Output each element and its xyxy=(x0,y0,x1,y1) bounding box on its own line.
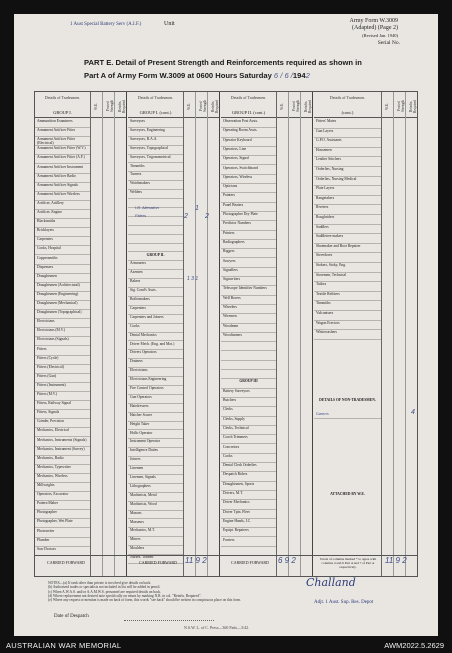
col-3-we xyxy=(277,92,289,576)
trade-row: Vulcanisers xyxy=(314,311,381,321)
col-1-posted xyxy=(103,92,115,576)
trade-row: Orderlies, Nursing xyxy=(314,167,381,177)
form-number: Army Form W.3009 xyxy=(349,18,398,24)
trade-row: Fitters xyxy=(35,347,90,356)
col-2-posted xyxy=(196,92,208,576)
trade-row: Roughriders xyxy=(314,215,381,225)
non-tradesmen-heading: DETAILS OF NON-TRADESMEN. xyxy=(319,398,376,402)
trade-row: Armament Artificer Fitter (Electrical) xyxy=(35,137,90,146)
trade-row: Opticians xyxy=(221,184,276,193)
trade-row: Masseurs xyxy=(128,520,183,529)
serial-label: Serial No. xyxy=(377,40,400,46)
trade-row: Bricklayers xyxy=(35,228,90,237)
trade-row: Textile Refitters xyxy=(314,292,381,302)
trade-row: Plate Layers xyxy=(314,186,381,196)
trade-row: Height Taker xyxy=(128,422,183,431)
trade-row: Ammunition Examiners xyxy=(35,119,90,128)
strength-table xyxy=(34,91,418,577)
col-4-we xyxy=(382,92,394,576)
col-3-reinf-head: Reinfts. Required xyxy=(304,99,312,113)
trade-row: Operators, Signal xyxy=(221,156,276,165)
trade-row: Signallers xyxy=(221,268,276,277)
trade-row: Operator Keyboard xyxy=(221,138,276,147)
form-title xyxy=(84,56,404,82)
note-line: NOTES—(a) If rank other than private is involved give details on back. xyxy=(48,581,152,585)
col-3-trades xyxy=(221,92,277,576)
unit-stamp: 1 Aust Special Battery Serv (A.I.F.) xyxy=(70,22,142,27)
trade-row: Wiremen xyxy=(221,314,276,323)
col-2-trades xyxy=(128,92,184,576)
trade-row: Linemen, Signals xyxy=(128,475,183,484)
col-1-trades-head: Details of Tradesmen. xyxy=(44,95,81,100)
col-2-reinf xyxy=(208,92,220,576)
carried-label-1: CARRIED FORWARD xyxy=(47,560,85,565)
trade-row: Turners xyxy=(128,172,183,181)
col-4-trades-head: Details of Tradesmen. xyxy=(329,95,366,100)
trade-row: Fire Control Operators xyxy=(128,386,183,395)
hw-artificer-artillery: 1 xyxy=(195,205,199,212)
trade-row xyxy=(128,226,183,235)
group-heading: GROUP III xyxy=(221,379,276,388)
trade-row: Welders xyxy=(128,190,183,199)
trade-row: Armament Artificer Instrument xyxy=(35,165,90,174)
trade-row: Saddletree makers xyxy=(314,234,381,244)
trade-row: Engine Hands, I.C. xyxy=(221,519,276,528)
trade-row: Coppersmiths xyxy=(35,256,90,265)
trade-row: Driver Mech. (Eng. and Mot.) xyxy=(128,342,183,351)
trade-row: Coach Trimmers xyxy=(221,435,276,444)
trade-row: Orderlies, Nursing Medical xyxy=(314,177,381,187)
gunners-value: 4 xyxy=(411,409,415,416)
col-1-group: GROUP I. xyxy=(53,110,72,115)
hw-artificer-engine-we: 2 xyxy=(184,213,188,220)
trade-row: Concretors xyxy=(221,445,276,454)
trade-row: Electricians xyxy=(128,368,183,377)
trade-row: Photowriter xyxy=(35,529,90,538)
col-1-header xyxy=(35,92,90,118)
trade-row: Armament Artificer Fitter xyxy=(35,128,90,137)
carried-col-4-value: 11 9 2 xyxy=(385,556,407,565)
trade-row: Farriers xyxy=(221,538,276,547)
col-1-reinf-head: Reinfts. Required xyxy=(118,99,126,113)
carried-col-2-value: 11 9 2 xyxy=(185,556,207,565)
trade-row: Storemen, Technical xyxy=(314,273,381,283)
trade-row: Gun Layers xyxy=(314,129,381,139)
trade-row xyxy=(128,235,183,244)
trade-row: Linemen xyxy=(128,466,183,475)
trade-row: Electricians (M.V.) xyxy=(35,328,90,337)
trade-row: Surveyors, Engineering xyxy=(128,128,183,137)
trade-row: Draughtsmen (Architectural) xyxy=(35,283,90,292)
trade-row: Fitters, Signals xyxy=(35,410,90,419)
trade-row: Butchers xyxy=(221,398,276,407)
trade-row: Miners xyxy=(128,537,183,546)
trade-row: Fitters (M.V.) xyxy=(35,392,90,401)
carried-forward-row xyxy=(35,555,417,569)
trade-row: Armament Artificer Fitter (W.V.) xyxy=(35,146,90,155)
trade-row: Dental Clerk Orderlies xyxy=(221,463,276,472)
trade-row: Mechanics, Instrument (Survey) xyxy=(35,447,90,456)
signature: Challand xyxy=(306,576,356,589)
trade-row: Lithographers xyxy=(128,484,183,493)
note-line: (e) Where any request or mention is made on back of form, this words "see back" should be written in conspicuous place on this form. xyxy=(48,598,242,603)
col-3-posted xyxy=(289,92,301,576)
trade-row: Housemen xyxy=(314,148,381,158)
trade-row: Draughtsmen (Engineering) xyxy=(35,292,90,301)
trade-row: Stokers, Stoky, Eng. xyxy=(314,263,381,273)
trade-row: Saddlers xyxy=(314,225,381,235)
title-line-2 xyxy=(84,69,404,82)
note-line: (c) When A.W.A.S. and/or A.A.M.W.S. personnel are required details on back. xyxy=(48,589,162,594)
col-1-we xyxy=(91,92,103,576)
title-line-2-text: Part A of Army Form W.3009 at 0600 Hours Saturday xyxy=(84,71,272,80)
trade-row: Intelligence Duties xyxy=(128,448,183,457)
trade-row: Fitters (Gun) xyxy=(35,374,90,383)
col-3-we-head: W.E. xyxy=(280,102,284,110)
title-line-1: PART E. Detail of Present Strength and Reinforcements required as shown in xyxy=(84,58,362,67)
trade-row: Mechanics, Electrical xyxy=(35,428,90,437)
trade-row: Dental Mechanics xyxy=(128,333,183,342)
trade-row: Shoemaker and Boot Repairer xyxy=(314,244,381,254)
trade-row: Draughtsmen xyxy=(35,274,90,283)
trade-row: Tinsmiths xyxy=(128,164,183,173)
col-3-posted-head: Posted Strength xyxy=(292,99,300,113)
col-4-reinf xyxy=(406,92,418,576)
trade-row: Despatch Riders xyxy=(221,472,276,481)
carried-col-3-value: 6 9 2 xyxy=(278,556,296,565)
trade-row xyxy=(221,361,276,370)
trade-row: Clerks, Supply xyxy=(221,417,276,426)
trade-row: Pattern Maker xyxy=(35,501,90,510)
trade-row: Armourers xyxy=(128,261,183,270)
trade-row: Fitters (Instrument) xyxy=(35,383,90,392)
trade-row: Armament Artificer Fitter (A.F.) xyxy=(35,155,90,164)
trade-row: Photographer Dry Plate xyxy=(221,212,276,221)
hw-artificer-engine-posted: 2 xyxy=(205,213,209,220)
trade-row: Artificer, Engine xyxy=(35,210,90,219)
trade-row: Mechanics, Instruments (Signals) xyxy=(35,438,90,447)
trade-row: Photographer, Wet Plate xyxy=(35,519,90,528)
trade-row xyxy=(221,352,276,361)
trade-row: Leather Stitchers xyxy=(314,157,381,167)
trade-row: Operating Room Assts. xyxy=(221,128,276,137)
trade-row: Woodmen xyxy=(221,324,276,333)
trade-row: Sawyers xyxy=(221,259,276,268)
trade-row: Instrument Operator xyxy=(128,439,183,448)
trade-row: Radiographers xyxy=(221,240,276,249)
trade-row: Drivers Operators xyxy=(128,350,183,359)
trade-row: Painters xyxy=(221,193,276,202)
trade-row: Axemen xyxy=(128,270,183,279)
trade-row xyxy=(221,342,276,351)
trade-row: Riggers xyxy=(221,249,276,258)
trade-row: Draughtsmen (Topographical) xyxy=(35,310,90,319)
col-4-posted-head: Posted Strength xyxy=(397,99,405,113)
hw-note-1: I.B. Alteration xyxy=(135,205,159,210)
trade-row: Signwriters xyxy=(221,277,276,286)
trade-row: Joiners xyxy=(128,457,183,466)
hw-note-2: Fitters xyxy=(135,213,147,218)
trade-row: Draughtsmen (Mechanical) xyxy=(35,301,90,310)
trade-row: Mechanics, Radio xyxy=(35,456,90,465)
trade-row: Operators, Line xyxy=(221,147,276,156)
col-2-reinf-head: Reinfts. Required xyxy=(211,99,219,113)
trade-row: Operators, Excavator xyxy=(35,492,90,501)
trade-row: Hollo Operator xyxy=(128,431,183,440)
trade-row: Cooks xyxy=(221,454,276,463)
col-1-reinf xyxy=(115,92,127,576)
trade-row: Predictor Numbers xyxy=(221,221,276,230)
trade-row xyxy=(221,370,276,379)
trade-row: Surveyors, Trigonometrical xyxy=(128,155,183,164)
col-1-we-head: W.E. xyxy=(94,102,98,110)
trade-row: Mechanics, M.T. xyxy=(128,528,183,537)
group-heading: GROUP II. xyxy=(128,253,183,262)
trade-row: Mechanics, Wireless xyxy=(35,474,90,483)
trade-row: Nurses, Trained xyxy=(128,555,183,564)
trade-row: Whitewashers xyxy=(314,330,381,340)
trade-row: Watchmakers xyxy=(128,181,183,190)
trade-row: Machinists, Metal xyxy=(128,493,183,502)
col-2-group: GROUP I. (cont.) xyxy=(139,110,172,115)
hw-gun-ops: 1 3 1 xyxy=(187,276,199,282)
trade-row: Cooks, Hospital xyxy=(35,246,90,255)
trade-row: Fitters' Mates xyxy=(314,119,381,129)
trade-row: Dispensers xyxy=(35,265,90,274)
form-adapted: (Adapted) (Page 2) xyxy=(352,25,398,31)
note-line: (d) Where replacement not desired note specifically on return by marking N.R. in col. "Reinfts. Required". xyxy=(48,593,202,598)
col-2-trades-head: Details of Tradesmen. xyxy=(137,95,174,100)
note-line: (b) Authorized trades or specialists not included in list will be added in pencil. xyxy=(48,585,161,590)
trade-row: Operators, Wireless xyxy=(221,175,276,184)
totals-note: Totals of columns marked * to agree with columns 4 and 6 Part A and 7 of Part A respectively. xyxy=(319,557,377,569)
carried-label-3: CARRIED FORWARD xyxy=(231,560,269,565)
trade-row: Carpenters xyxy=(35,237,90,246)
trade-row: Armament Artificer Wireless xyxy=(35,192,90,201)
trade-row: Stevedores xyxy=(314,253,381,263)
non-tradesmen-gunners: Gunners xyxy=(314,412,381,419)
trade-row: Boilermakers xyxy=(128,297,183,306)
form-page xyxy=(14,14,438,636)
trade-row: Grinder, Precision xyxy=(35,419,90,428)
col-3-group: GROUP II. (cont.) xyxy=(231,110,266,115)
trade-row: Plumber xyxy=(35,538,90,547)
col-4-group: (cont.) xyxy=(341,110,354,115)
trade-row: Carpenters xyxy=(128,306,183,315)
col-4-reinf-head: Reinfts. Required xyxy=(409,99,417,113)
trade-row: Mechanics, Typewriter xyxy=(35,465,90,474)
trade-row: Electricians Engineering xyxy=(128,377,183,386)
trade-row xyxy=(128,217,183,226)
trade-row: Wheelers xyxy=(221,305,276,314)
trade-row: Drivers, M.T. xyxy=(221,491,276,500)
trade-row: Bakers xyxy=(128,279,183,288)
handwritten-date: 6 / 6 / xyxy=(273,71,293,80)
col-4-posted xyxy=(394,92,406,576)
handwritten-year: 2 xyxy=(305,71,310,80)
trade-row: Equipt. Repairers xyxy=(221,528,276,537)
trade-row: Well Borers xyxy=(221,296,276,305)
trade-row: Cooks xyxy=(128,324,183,333)
col-1-posted-head: Posted Strength xyxy=(106,99,114,113)
trade-row: Moulders xyxy=(128,546,183,555)
trade-row: Artificer, Artillery xyxy=(35,201,90,210)
trade-row: Clerks, Technical xyxy=(221,426,276,435)
trade-row: Gun Operators xyxy=(128,395,183,404)
col-4-header xyxy=(314,92,381,118)
trade-row: Fitters (Electrical) xyxy=(35,365,90,374)
col-2-posted-head: Posted Strength xyxy=(199,99,207,113)
trade-row: Photographer xyxy=(35,510,90,519)
trade-row: Tailors xyxy=(314,282,381,292)
trade-row: Sig. Cond's Assts. xyxy=(128,288,183,297)
trade-row: Surveyors xyxy=(128,119,183,128)
trade-row: Clerks xyxy=(221,407,276,416)
trade-row: Telescope Identifier Numbers xyxy=(221,286,276,295)
trade-row: Machinists, Wood xyxy=(128,502,183,511)
trade-row: Panel Beaters xyxy=(221,203,276,212)
credit-right: AWM2022.5.2629 xyxy=(384,641,444,650)
trade-row: Printers xyxy=(221,231,276,240)
trade-row: Surveyors, R.A.A. xyxy=(128,137,183,146)
unit-label: Unit xyxy=(164,21,175,27)
col-1-trades xyxy=(35,92,91,576)
trade-row: Driver Tptn. Fleet xyxy=(221,510,276,519)
trade-row: Tinsmiths xyxy=(314,301,381,311)
trade-row: Wagon Erectors xyxy=(314,321,381,331)
trade-row: Fitters, Railway Signal xyxy=(35,401,90,410)
trade-row: Fitters (Cycle) xyxy=(35,356,90,365)
col-4-we-head: W.E. xyxy=(385,102,389,110)
signature-stamp: Adjt. 1 Aust. Sup. Res. Depot xyxy=(314,600,374,605)
despatch-line xyxy=(124,620,214,621)
trade-row: Rangetakers xyxy=(314,196,381,206)
trade-row: Surveyors, Topographical xyxy=(128,146,183,155)
date-of-despatch-label: Date of Despatch xyxy=(54,614,89,619)
trade-row: Blacksmiths xyxy=(35,219,90,228)
trade-row: Driver Mechanics xyxy=(221,500,276,509)
trade-row: Draughtsmen, Sports xyxy=(221,482,276,491)
trade-row: Millwrights xyxy=(35,483,90,492)
col-3-header xyxy=(221,92,276,118)
trade-row: Electricians xyxy=(35,319,90,328)
trade-row: Masons xyxy=(128,511,183,520)
col-3-reinf xyxy=(301,92,313,576)
col-2-header xyxy=(128,92,183,118)
trade-row: Saw Doctors xyxy=(35,547,90,556)
trade-row: Carpenters and Joiners xyxy=(128,315,183,324)
trade-row: Woodturners xyxy=(221,333,276,342)
form-reference xyxy=(349,18,398,39)
col-3-trades-head: Details of Tradesmen. xyxy=(230,95,267,100)
trade-row xyxy=(128,244,183,253)
title-year: 194 xyxy=(292,71,306,80)
trade-row: G.P.O. Assistants xyxy=(314,138,381,148)
trade-row: Drainers xyxy=(128,359,183,368)
trade-row: Armament Artificer Radio xyxy=(35,174,90,183)
printer-imprint: N.S.W. L. of C. Press—360 Pads—3/42. xyxy=(184,625,250,630)
credit-left: AUSTRALIAN WAR MEMORIAL xyxy=(6,641,122,650)
trade-row: Hatcher Scarer xyxy=(128,413,183,422)
trade-row: Electricians (Signals) xyxy=(35,337,90,346)
col-2-we xyxy=(184,92,199,576)
attached-by-we-heading: ATTACHED BY W.E. xyxy=(330,492,365,496)
trade-row: Riveters xyxy=(314,205,381,215)
trade-row: Operators, Switchboard xyxy=(221,166,276,175)
trade-row: Battery Surveyors xyxy=(221,389,276,398)
col-2-we-head: W.E. xyxy=(187,102,191,110)
trade-row: Armament Artificer Signals xyxy=(35,183,90,192)
trade-row: Hairdressers xyxy=(128,404,183,413)
trade-row: Observation Post Assts. xyxy=(221,119,276,128)
form-revised: (Revised Jan. 1940) xyxy=(362,33,398,38)
carried-label-2: CARRIED FORWARD xyxy=(139,560,177,565)
